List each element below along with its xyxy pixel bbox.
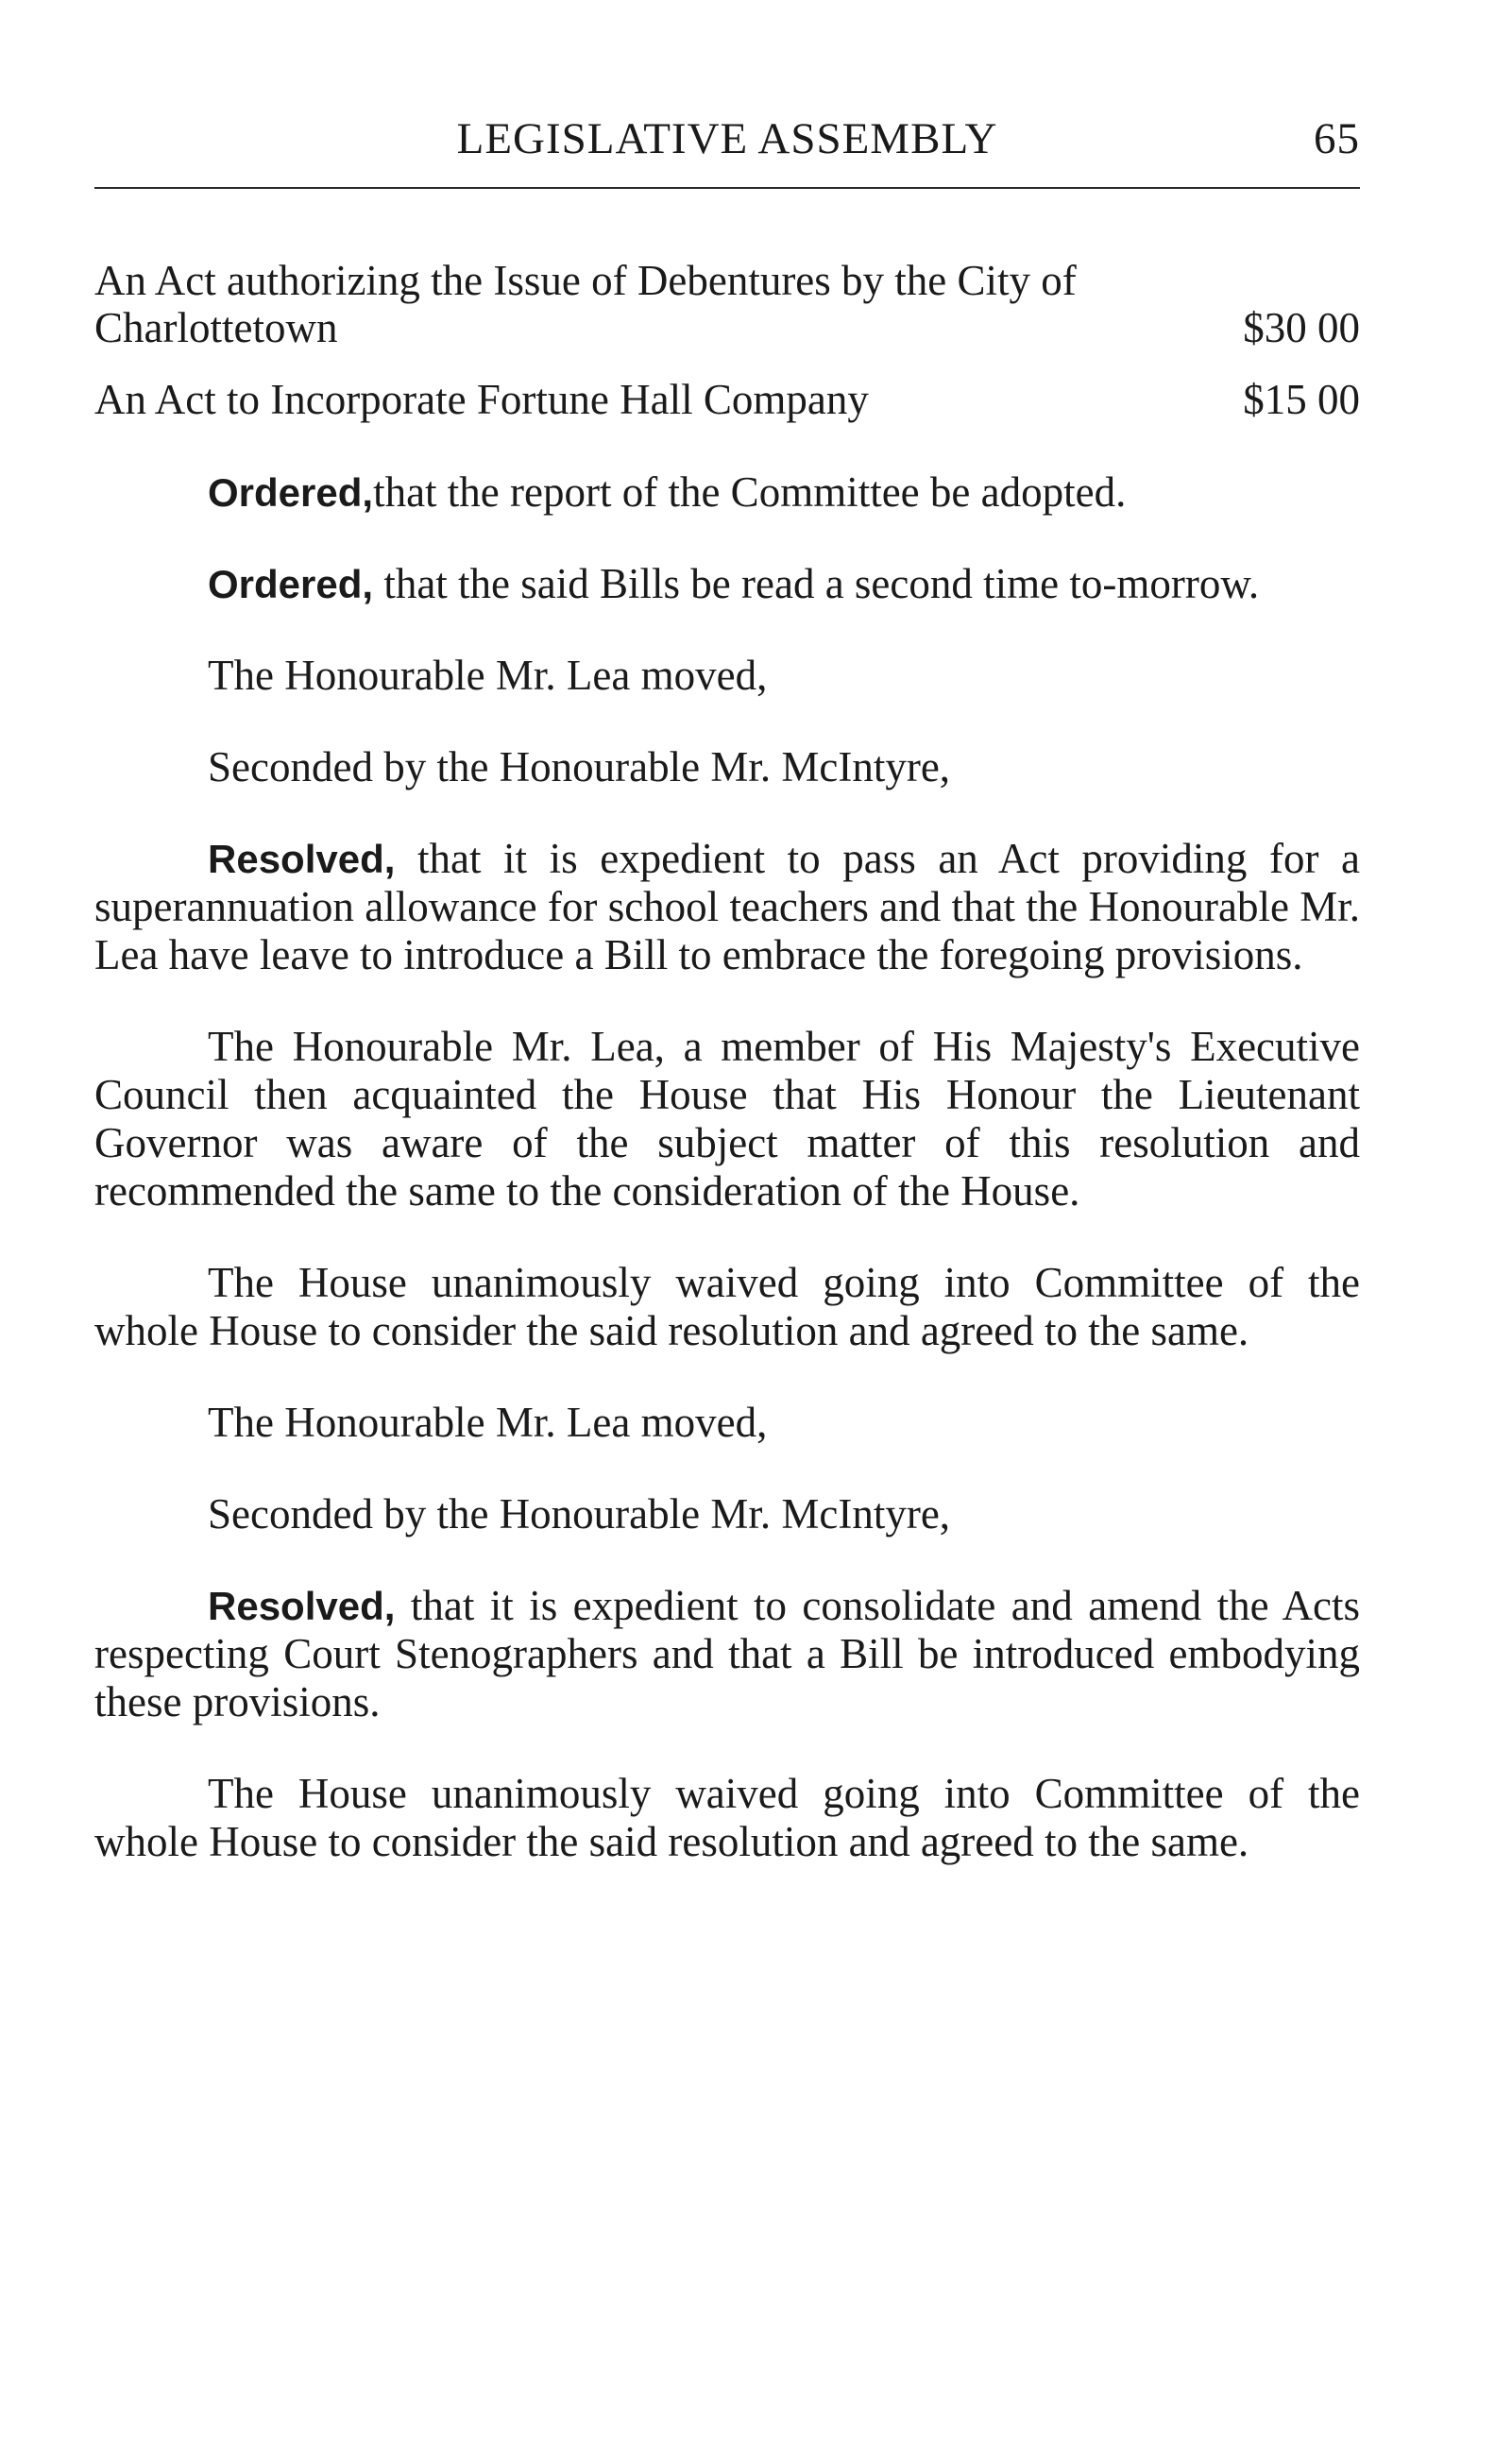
bill-fee: $30 00 bbox=[1243, 304, 1360, 351]
paragraph-resolved-stenographers bbox=[94, 1582, 1360, 1726]
paragraph-text: Seconded by the Honourable Mr. McIntyre, bbox=[208, 743, 951, 790]
paragraph-lead: Resolved, bbox=[208, 837, 396, 881]
paragraph-text: The House unanimously waived going into Committee of the whole House to consider the said resolution and agreed to the same. bbox=[94, 1259, 1360, 1354]
paragraph-motion bbox=[94, 1399, 1360, 1447]
paragraph-lead: Resolved, bbox=[208, 1584, 396, 1628]
paragraph-text: that the report of the Committee be adopted. bbox=[373, 468, 1127, 516]
paragraph-text: The Honourable Mr. Lea moved, bbox=[208, 1399, 768, 1446]
paragraph-text: that it is expedient to consolidate and amend the Acts respecting Court Stenographers and that a Bill be introduced embodying these provisions. bbox=[94, 1582, 1360, 1725]
bill-title: An Act authorizing the Issue of Debentures by the City of Charlottetown bbox=[94, 257, 1077, 351]
paragraph-text: Seconded by the Honourable Mr. McIntyre, bbox=[208, 1490, 951, 1538]
bill-title: An Act to Incorporate Fortune Hall Company bbox=[94, 376, 869, 423]
bill-item bbox=[94, 257, 1360, 351]
minutes-body bbox=[94, 468, 1360, 1866]
paragraph-house-waived bbox=[94, 1259, 1360, 1355]
paragraph-house-waived bbox=[94, 1770, 1360, 1866]
bill-list bbox=[94, 257, 1360, 423]
paragraph-text: The House unanimously waived going into Committee of the whole House to consider the said resolution and agreed to the same. bbox=[94, 1770, 1360, 1865]
paragraph-lead: Ordered, bbox=[208, 562, 374, 606]
paragraph-seconded bbox=[94, 1490, 1360, 1538]
paragraph-lead: Ordered, bbox=[208, 470, 374, 515]
paragraph-governor-aware bbox=[94, 1023, 1360, 1215]
running-head bbox=[94, 113, 1360, 179]
paragraph-ordered-second-reading bbox=[94, 560, 1360, 608]
page bbox=[94, 113, 1360, 1910]
page-title: LEGISLATIVE ASSEMBLY bbox=[456, 114, 998, 163]
paragraph-motion bbox=[94, 652, 1360, 700]
paragraph-text: that it is expedient to pass an Act providing for a superannuation allowance for school teachers and that the Honourable Mr. Lea have leave to introduce a Bill to embrace the foregoing provisions. bbox=[94, 835, 1360, 978]
header-rule bbox=[94, 187, 1360, 189]
paragraph-seconded bbox=[94, 743, 1360, 791]
paragraph-text: The Honourable Mr. Lea, a member of His Majesty's Executive Council then acquainted the House that His Honour the Lieutenant Governor was aware of the subject matter of this resolution and recommended the same to the consideration of the House. bbox=[94, 1023, 1360, 1215]
paragraph-text: that the said Bills be read a second time to-morrow. bbox=[373, 560, 1260, 607]
bill-fee: $15 00 bbox=[1243, 376, 1360, 423]
paragraph-text: The Honourable Mr. Lea moved, bbox=[208, 652, 768, 699]
bill-item bbox=[94, 376, 1360, 423]
page-number: 65 bbox=[1314, 114, 1360, 163]
paragraph-resolved-superannuation bbox=[94, 835, 1360, 979]
paragraph-ordered-report bbox=[94, 468, 1360, 517]
